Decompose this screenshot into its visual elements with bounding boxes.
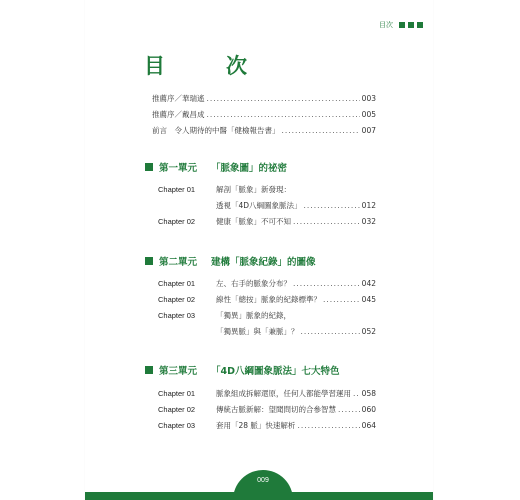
dot-leader — [207, 110, 360, 119]
dot-leader — [338, 405, 360, 414]
dot-leader — [353, 389, 360, 398]
chapter-row[interactable] — [158, 184, 376, 195]
entry-label: 推薦序／戴昌成 — [152, 110, 205, 119]
chapter-number: Chapter 03 — [158, 311, 196, 320]
unit-marker-icon — [145, 366, 153, 374]
chapter-page-number: 012 — [361, 201, 376, 210]
unit-heading-2[interactable] — [145, 254, 316, 268]
dot-leader — [282, 126, 360, 135]
chapter-row[interactable] — [158, 326, 376, 337]
running-head-square-icon — [399, 22, 405, 28]
chapter-title: 「獨異脈」與「兼脈」？ — [216, 327, 299, 336]
chapter-row[interactable] — [158, 388, 376, 399]
page-title: 目 次 — [144, 53, 267, 78]
unit-number: 第一單元 — [159, 163, 198, 174]
unit-number: 第三單元 — [159, 366, 198, 377]
chapter-row[interactable] — [158, 294, 376, 305]
chapter-title: 左、右手的脈象分布？ — [216, 279, 291, 288]
unit-title: 「4D八綱圖象脈法」七大特色 — [211, 366, 340, 377]
unit-marker-icon — [145, 257, 153, 265]
unit-heading-1[interactable] — [145, 160, 287, 174]
chapter-page-number: 045 — [361, 295, 376, 304]
running-head-square-icon — [417, 22, 423, 28]
dot-leader — [304, 201, 360, 210]
chapter-title: 解剖「脈象」新發現： — [216, 185, 291, 194]
chapter-title: 套用「28 脈」快速解析 — [216, 421, 296, 430]
toc-entry-foreword[interactable] — [152, 125, 376, 136]
running-head-square-icon — [408, 22, 414, 28]
chapter-number: Chapter 01 — [158, 389, 196, 398]
running-head — [379, 20, 423, 30]
chapter-number: Chapter 02 — [158, 295, 196, 304]
chapter-page-number: 060 — [361, 405, 376, 414]
dot-leader — [207, 94, 360, 103]
dot-leader — [293, 279, 360, 288]
dot-leader — [293, 217, 360, 226]
unit-heading-3[interactable] — [145, 363, 340, 377]
chapter-title: 健康「脈象」不可不知 — [216, 217, 291, 226]
entry-label: 前言 令人期待的中醫「健檢報告書」 — [152, 126, 280, 135]
chapter-page-number: 052 — [361, 327, 376, 336]
chapter-number: Chapter 02 — [158, 217, 196, 226]
dot-leader — [301, 327, 360, 336]
chapter-row[interactable] — [158, 216, 376, 227]
toc-entry-preface-2[interactable] — [152, 109, 376, 120]
chapter-row[interactable] — [158, 420, 376, 431]
chapter-row[interactable] — [158, 404, 376, 415]
chapter-title: 「獨異」脈象的紀錄， — [216, 311, 291, 320]
toc-entry-preface-1[interactable] — [152, 93, 376, 104]
chapter-title: 透視「4D八綱圖象脈法」 — [216, 201, 302, 210]
chapter-number: Chapter 01 — [158, 185, 196, 194]
chapter-row[interactable] — [158, 310, 376, 321]
entry-label: 推薦序／華瑞遙 — [152, 94, 205, 103]
unit-number: 第二單元 — [159, 257, 198, 268]
chapter-page-number: 058 — [361, 389, 376, 398]
chapter-page-number: 064 — [361, 421, 376, 430]
unit-marker-icon — [145, 163, 153, 171]
entry-page-number: 003 — [361, 94, 376, 103]
chapter-row[interactable] — [158, 278, 376, 289]
entry-page-number: 005 — [361, 110, 376, 119]
dot-leader — [297, 421, 359, 430]
chapter-row[interactable] — [158, 200, 376, 211]
entry-page-number: 007 — [361, 126, 376, 135]
running-head-text: 目次 — [379, 21, 393, 29]
toc-page — [85, 0, 433, 500]
chapter-number: Chapter 03 — [158, 421, 196, 430]
folio-number: 009 — [257, 477, 269, 484]
chapter-number: Chapter 01 — [158, 279, 196, 288]
folio-badge — [233, 470, 293, 500]
chapter-title: 傳統古脈新解：望聞問切的合參智慧 — [216, 405, 336, 414]
unit-title: 建構「脈象紀錄」的圖像 — [211, 257, 316, 268]
chapter-page-number: 042 — [361, 279, 376, 288]
dot-leader — [323, 295, 360, 304]
chapter-title: 線性「總按」脈象的紀錄標準？ — [216, 295, 321, 304]
chapter-number: Chapter 02 — [158, 405, 196, 414]
chapter-page-number: 032 — [361, 217, 376, 226]
unit-title: 「脈象圖」的祕密 — [211, 163, 288, 174]
chapter-title: 脈象組成拆解還原，任何人都能學習運用 — [216, 389, 351, 398]
